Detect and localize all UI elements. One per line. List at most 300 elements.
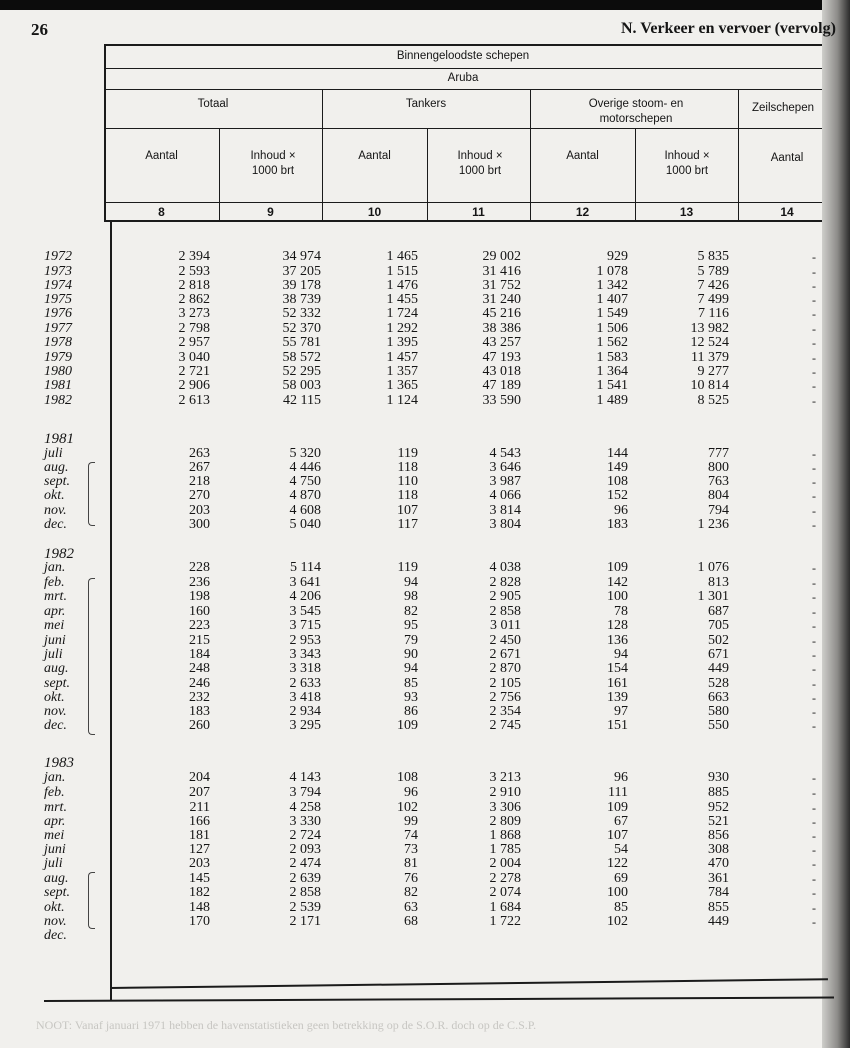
table-cell-col-13: 813 (708, 575, 729, 590)
table-cell-col-12: 1 562 (596, 335, 628, 350)
table-cell-col-13: 470 (708, 856, 729, 871)
row-label: nov. (44, 914, 67, 929)
table-cell-col-14: - (812, 901, 816, 915)
table-cell-col-10: 99 (404, 814, 418, 829)
table-cell-col-14: - (812, 518, 816, 532)
table-cell-col-11: 2 910 (489, 785, 521, 800)
table-cell-col-8: 145 (189, 871, 210, 886)
table-cell-col-11: 47 189 (482, 378, 521, 393)
table-cell-col-8: 2 394 (178, 249, 210, 264)
subhead-8: Aantal (145, 150, 178, 162)
table-cell-col-11: 29 002 (482, 249, 521, 264)
table-cell-col-13: 885 (708, 785, 729, 800)
table-cell-col-13: 804 (708, 488, 729, 503)
table-cell-col-12: 142 (607, 575, 628, 590)
table-cell-col-11: 3 804 (489, 517, 521, 532)
header-rule-2 (104, 89, 822, 90)
table-cell-col-11: 2 858 (489, 604, 521, 619)
table-cell-col-11: 3 814 (489, 503, 521, 518)
row-label: jan. (44, 560, 66, 575)
table-cell-col-11: 45 216 (482, 306, 521, 321)
table-cell-col-11: 33 590 (482, 393, 521, 408)
table-cell-col-13: 521 (708, 814, 729, 829)
table-cell-col-14: - (812, 590, 816, 604)
table-cell-col-11: 2 870 (489, 661, 521, 676)
table-cell-col-10: 109 (397, 718, 418, 733)
table-cell-col-9: 3 545 (289, 604, 321, 619)
row-label: mrt. (44, 800, 67, 815)
table-cell-col-14: - (812, 365, 816, 379)
table-cell-col-13: 7 499 (697, 292, 729, 307)
table-cell-col-9: 2 724 (289, 828, 321, 843)
table-cell-col-9: 42 115 (283, 393, 321, 408)
table-cell-col-12: 1 489 (596, 393, 628, 408)
table-cell-col-14: - (812, 447, 816, 461)
column-number-10: 10 (367, 205, 382, 219)
table-cell-col-10: 98 (404, 589, 418, 604)
table-cell-col-13: 1 236 (697, 517, 729, 532)
table-cell-col-12: 96 (614, 503, 628, 518)
table-cell-col-13: 856 (708, 828, 729, 843)
table-cell-col-8: 127 (189, 842, 210, 857)
table-cell-col-8: 2 906 (178, 378, 210, 393)
table-cell-col-10: 1 124 (386, 393, 418, 408)
table-cell-col-11: 31 240 (482, 292, 521, 307)
table-cell-col-10: 119 (397, 560, 418, 575)
column-number-12: 12 (575, 205, 590, 219)
table-cell-col-9: 3 715 (289, 618, 321, 633)
row-label: 1976 (44, 306, 72, 321)
table-cell-col-9: 2 953 (289, 633, 321, 648)
table-cell-col-12: 1 078 (596, 264, 628, 279)
header-rule-4 (104, 202, 822, 203)
table-cell-col-12: 128 (607, 618, 628, 633)
table-cell-col-11: 3 646 (489, 460, 521, 475)
table-cell-col-10: 102 (397, 800, 418, 815)
row-label: dec. (44, 718, 67, 733)
page-bottom-rule (44, 997, 834, 1002)
table-cell-col-10: 96 (404, 785, 418, 800)
table-cell-col-13: 10 814 (690, 378, 729, 393)
table-cell-col-8: 204 (189, 770, 210, 785)
table-cell-col-14: - (812, 857, 816, 871)
table-cell-col-9: 3 343 (289, 647, 321, 662)
table-cell-col-14: - (812, 504, 816, 518)
table-cell-col-10: 1 465 (386, 249, 418, 264)
table-cell-col-10: 1 515 (386, 264, 418, 279)
table-cell-col-9: 55 781 (282, 335, 321, 350)
table-cell-col-8: 228 (189, 560, 210, 575)
table-cell-col-9: 2 474 (289, 856, 321, 871)
subhead-11: Inhoud × 1000 brt (457, 150, 503, 177)
table-cell-col-11: 2 105 (489, 676, 521, 691)
table-cell-col-11: 2 074 (489, 885, 521, 900)
row-label: dec. (44, 928, 67, 943)
row-label: jan. (44, 770, 66, 785)
table-cell-col-8: 182 (189, 885, 210, 900)
table-cell-col-13: 777 (708, 446, 729, 461)
table-cell-col-8: 267 (189, 460, 210, 475)
table-cell-col-9: 2 858 (289, 885, 321, 900)
table-cell-col-12: 85 (614, 900, 628, 915)
table-cell-col-13: 550 (708, 718, 729, 733)
table-cell-col-14: - (812, 634, 816, 648)
table-cell-col-14: - (812, 691, 816, 705)
row-label: mei (44, 828, 65, 843)
table-cell-col-13: 687 (708, 604, 729, 619)
table-cell-col-11: 2 828 (489, 575, 521, 590)
section-title: N. Verkeer en vervoer (vervolg) (621, 20, 836, 37)
table-cell-col-8: 2 957 (178, 335, 210, 350)
table-cell-col-12: 107 (607, 828, 628, 843)
table-cell-col-8: 203 (189, 503, 210, 518)
table-cell-col-8: 248 (189, 661, 210, 676)
table-cell-col-12: 100 (607, 885, 628, 900)
table-cell-col-13: 7 426 (697, 278, 729, 293)
table-cell-col-13: 952 (708, 800, 729, 815)
table-cell-col-10: 1 476 (386, 278, 418, 293)
table-cell-col-8: 198 (189, 589, 210, 604)
table-cell-col-13: 5 789 (697, 264, 729, 279)
table-cell-col-14: - (812, 250, 816, 264)
column-number-9: 9 (267, 205, 274, 219)
table-cell-col-11: 47 193 (482, 350, 521, 365)
table-cell-col-9: 4 446 (289, 460, 321, 475)
table-cell-col-8: 260 (189, 718, 210, 733)
table-cell-col-14: - (812, 293, 816, 307)
table-cell-col-10: 117 (397, 517, 418, 532)
row-label: sept. (44, 885, 71, 900)
table-cell-col-10: 1 395 (386, 335, 418, 350)
table-cell-col-14: - (812, 915, 816, 929)
table-cell-col-8: 2 818 (178, 278, 210, 293)
table-cell-col-13: 855 (708, 900, 729, 915)
table-cell-col-9: 4 258 (289, 800, 321, 815)
row-label: juli (44, 856, 63, 871)
row-label: 1980 (44, 364, 72, 379)
table-cell-col-12: 100 (607, 589, 628, 604)
year-group-label: 1982 (44, 546, 74, 562)
table-bottom-rule (110, 978, 828, 988)
row-label: 1973 (44, 264, 72, 279)
table-cell-col-10: 95 (404, 618, 418, 633)
table-cell-col-14: - (812, 815, 816, 829)
table-cell-col-10: 81 (404, 856, 418, 871)
table-cell-col-8: 215 (189, 633, 210, 648)
table-cell-col-9: 2 934 (289, 704, 321, 719)
table-cell-col-8: 2 593 (178, 264, 210, 279)
table-cell-col-14: - (812, 561, 816, 575)
table-cell-col-14: - (812, 886, 816, 900)
table-cell-col-12: 1 364 (596, 364, 628, 379)
table-cell-col-13: 1 301 (697, 589, 729, 604)
table-cell-col-10: 74 (404, 828, 418, 843)
table-left-rule-body (110, 221, 112, 1001)
row-label: 1972 (44, 249, 72, 264)
row-label: juni (44, 842, 66, 857)
table-cell-col-10: 1 455 (386, 292, 418, 307)
table-cell-col-11: 1 722 (489, 914, 521, 929)
header-rule-1 (104, 68, 822, 69)
table-cell-col-14: - (812, 489, 816, 503)
faint-footer-note: NOOT: Vanaf januari 1971 hebben de havenstatistieken geen betrekking op de S.O.R. doch op de C.S.P. (36, 1018, 537, 1032)
table-cell-col-9: 3 318 (289, 661, 321, 676)
table-cell-col-12: 108 (607, 474, 628, 489)
table-cell-col-14: - (812, 843, 816, 857)
row-label: 1981 (44, 378, 72, 393)
subhead-9: Inhoud × 1000 brt (250, 150, 296, 177)
table-cell-col-10: 1 457 (386, 350, 418, 365)
table-cell-col-12: 122 (607, 856, 628, 871)
table-cell-col-10: 118 (397, 460, 418, 475)
table-cell-col-14: - (812, 394, 816, 408)
table-cell-col-9: 3 641 (289, 575, 321, 590)
bracket-1982 (88, 578, 95, 735)
table-cell-col-8: 300 (189, 517, 210, 532)
row-label: dec. (44, 517, 67, 532)
table-cell-col-8: 223 (189, 618, 210, 633)
table-cell-col-9: 52 332 (282, 306, 321, 321)
table-top-rule (104, 44, 822, 46)
table-cell-col-14: - (812, 719, 816, 733)
row-label: okt. (44, 488, 65, 503)
row-label: okt. (44, 690, 65, 705)
row-label: okt. (44, 900, 65, 915)
table-cell-col-9: 3 295 (289, 718, 321, 733)
table-cell-col-13: 930 (708, 770, 729, 785)
header-zeilschepen: Zeilschepen (751, 102, 814, 114)
row-label: aug. (44, 460, 69, 475)
table-cell-col-10: 63 (404, 900, 418, 915)
table-cell-col-8: 181 (189, 828, 210, 843)
table-cell-col-12: 183 (607, 517, 628, 532)
table-cell-col-11: 4 543 (489, 446, 521, 461)
table-cell-col-8: 270 (189, 488, 210, 503)
table-cell-col-11: 2 745 (489, 718, 521, 733)
table-cell-col-12: 929 (607, 249, 628, 264)
table-cell-col-11: 2 756 (489, 690, 521, 705)
table-cell-col-11: 43 257 (482, 335, 521, 350)
table-cell-col-13: 9 277 (697, 364, 729, 379)
table-cell-col-9: 4 206 (289, 589, 321, 604)
table-cell-col-9: 2 539 (289, 900, 321, 915)
row-label: 1977 (44, 321, 72, 336)
table-cell-col-10: 82 (404, 604, 418, 619)
column-number-11: 11 (472, 205, 485, 219)
column-number-8: 8 (158, 205, 165, 219)
table-cell-col-9: 4 870 (289, 488, 321, 503)
table-cell-col-13: 12 524 (690, 335, 729, 350)
table-cell-col-13: 671 (708, 647, 729, 662)
table-cell-col-10: 93 (404, 690, 418, 705)
table-cell-col-8: 2 862 (178, 292, 210, 307)
table-cell-col-14: - (812, 265, 816, 279)
table-cell-col-10: 94 (404, 575, 418, 590)
table-cell-col-11: 2 004 (489, 856, 521, 871)
table-cell-col-10: 68 (404, 914, 418, 929)
table-cell-col-8: 203 (189, 856, 210, 871)
table-cell-col-8: 207 (189, 785, 210, 800)
table-cell-col-11: 3 011 (490, 618, 521, 633)
table-cell-col-13: 663 (708, 690, 729, 705)
row-label: 1979 (44, 350, 72, 365)
table-cell-col-9: 39 178 (282, 278, 321, 293)
table-cell-col-14: - (812, 786, 816, 800)
row-label: 1982 (44, 393, 72, 408)
table-cell-col-10: 1 724 (386, 306, 418, 321)
table-cell-col-12: 1 541 (596, 378, 628, 393)
row-label: sept. (44, 474, 71, 489)
table-cell-col-12: 109 (607, 560, 628, 575)
table-cell-col-13: 784 (708, 885, 729, 900)
row-label: feb. (44, 785, 65, 800)
table-cell-col-14: - (812, 307, 816, 321)
table-cell-col-14: - (812, 829, 816, 843)
table-cell-col-12: 111 (608, 785, 628, 800)
table-cell-col-12: 154 (607, 661, 628, 676)
table-cell-col-8: 263 (189, 446, 210, 461)
row-label: 1978 (44, 335, 72, 350)
table-cell-col-14: - (812, 576, 816, 590)
table-cell-col-13: 1 076 (697, 560, 729, 575)
table-cell-col-12: 1 407 (596, 292, 628, 307)
table-cell-col-13: 361 (708, 871, 729, 886)
table-cell-col-8: 2 798 (178, 321, 210, 336)
page-top-edge (0, 0, 850, 10)
table-cell-col-14: - (812, 279, 816, 293)
header-totaal: Totaal (197, 98, 229, 110)
table-cell-col-11: 31 416 (482, 264, 521, 279)
table-cell-col-9: 37 205 (282, 264, 321, 279)
table-cell-col-12: 69 (614, 871, 628, 886)
table-cell-col-12: 144 (607, 446, 628, 461)
table-cell-col-10: 110 (397, 474, 418, 489)
table-cell-col-13: 794 (708, 503, 729, 518)
table-cell-col-9: 52 295 (282, 364, 321, 379)
row-label: 1975 (44, 292, 72, 307)
table-cell-col-13: 7 116 (698, 306, 729, 321)
table-cell-col-8: 3 273 (178, 306, 210, 321)
table-cell-col-13: 763 (708, 474, 729, 489)
page-number: 26 (31, 20, 48, 39)
table-cell-col-8: 3 040 (178, 350, 210, 365)
table-cell-col-8: 232 (189, 690, 210, 705)
bracket-1981 (88, 462, 95, 526)
table-cell-col-11: 43 018 (482, 364, 521, 379)
table-cell-col-12: 152 (607, 488, 628, 503)
table-cell-col-12: 1 549 (596, 306, 628, 321)
year-group-label: 1983 (44, 755, 74, 771)
table-cell-col-9: 3 418 (289, 690, 321, 705)
table-cell-col-11: 2 450 (489, 633, 521, 648)
table-cell-col-13: 502 (708, 633, 729, 648)
table-cell-col-12: 96 (614, 770, 628, 785)
row-label: aug. (44, 871, 69, 886)
table-cell-col-9: 34 974 (282, 249, 321, 264)
table-cell-col-8: 148 (189, 900, 210, 915)
row-label: sept. (44, 676, 71, 691)
table-cell-col-13: 8 525 (697, 393, 729, 408)
column-number-14: 14 (780, 205, 794, 219)
table-cell-col-11: 38 386 (482, 321, 521, 336)
table-cell-col-11: 2 905 (489, 589, 521, 604)
table-cell-col-10: 76 (404, 871, 418, 886)
table-cell-col-10: 1 292 (386, 321, 418, 336)
table-cell-col-9: 38 739 (282, 292, 321, 307)
table-cell-col-11: 2 278 (489, 871, 521, 886)
header-subgroup: Aruba (447, 72, 479, 84)
table-cell-col-10: 1 357 (386, 364, 418, 379)
subhead-14: Aantal (770, 152, 804, 164)
table-cell-col-12: 1 342 (596, 278, 628, 293)
table-cell-col-11: 1 684 (489, 900, 521, 915)
table-cell-col-10: 1 365 (386, 378, 418, 393)
row-label: mrt. (44, 589, 67, 604)
table-cell-col-14: - (812, 322, 816, 336)
subhead-13: Inhoud × 1000 brt (664, 150, 710, 177)
year-group-label: 1981 (44, 431, 74, 447)
row-label: mei (44, 618, 65, 633)
table-cell-col-9: 2 639 (289, 871, 321, 886)
table-cell-col-9: 4 143 (289, 770, 321, 785)
table-cell-col-8: 246 (189, 676, 210, 691)
table-cell-col-14: - (812, 801, 816, 815)
table-cell-col-8: 2 613 (178, 393, 210, 408)
table-cell-col-9: 5 040 (289, 517, 321, 532)
header-group: Binnengeloodste schepen (396, 50, 530, 62)
table-cell-col-10: 107 (397, 503, 418, 518)
row-label: juli (44, 647, 63, 662)
table-cell-col-13: 11 379 (691, 350, 729, 365)
table-cell-col-12: 161 (607, 676, 628, 691)
header-rule-5 (104, 220, 822, 222)
table-cell-col-11: 3 213 (489, 770, 521, 785)
table-cell-col-12: 136 (607, 633, 628, 648)
table-cell-col-14: - (812, 475, 816, 489)
table-cell-col-10: 90 (404, 647, 418, 662)
table-cell-col-11: 2 809 (489, 814, 521, 829)
bracket-1983 (88, 872, 95, 929)
table-cell-col-10: 82 (404, 885, 418, 900)
row-label: apr. (44, 604, 66, 619)
table-cell-col-14: - (812, 461, 816, 475)
table-cell-col-11: 1 868 (489, 828, 521, 843)
table-cell-col-13: 13 982 (690, 321, 729, 336)
table-cell-col-14: - (812, 379, 816, 393)
row-label: nov. (44, 704, 67, 719)
table-cell-col-12: 149 (607, 460, 628, 475)
table-cell-col-10: 108 (397, 770, 418, 785)
table-cell-col-9: 58 003 (282, 378, 321, 393)
row-label: juli (44, 446, 63, 461)
table-cell-col-10: 94 (404, 661, 418, 676)
table-cell-col-13: 800 (708, 460, 729, 475)
table-cell-col-13: 449 (708, 661, 729, 676)
table-cell-col-14: - (812, 771, 816, 785)
table-cell-col-12: 1 583 (596, 350, 628, 365)
row-label: feb. (44, 575, 65, 590)
column-number-13: 13 (679, 205, 694, 219)
table-cell-col-11: 2 671 (489, 647, 521, 662)
table-cell-col-8: 166 (189, 814, 210, 829)
table-cell-col-14: - (812, 336, 816, 350)
table-cell-col-8: 211 (189, 800, 210, 815)
row-label: nov. (44, 503, 67, 518)
table-cell-col-12: 109 (607, 800, 628, 815)
header-rule-3 (104, 128, 822, 129)
table-cell-col-13: 580 (708, 704, 729, 719)
table-cell-col-12: 78 (614, 604, 628, 619)
